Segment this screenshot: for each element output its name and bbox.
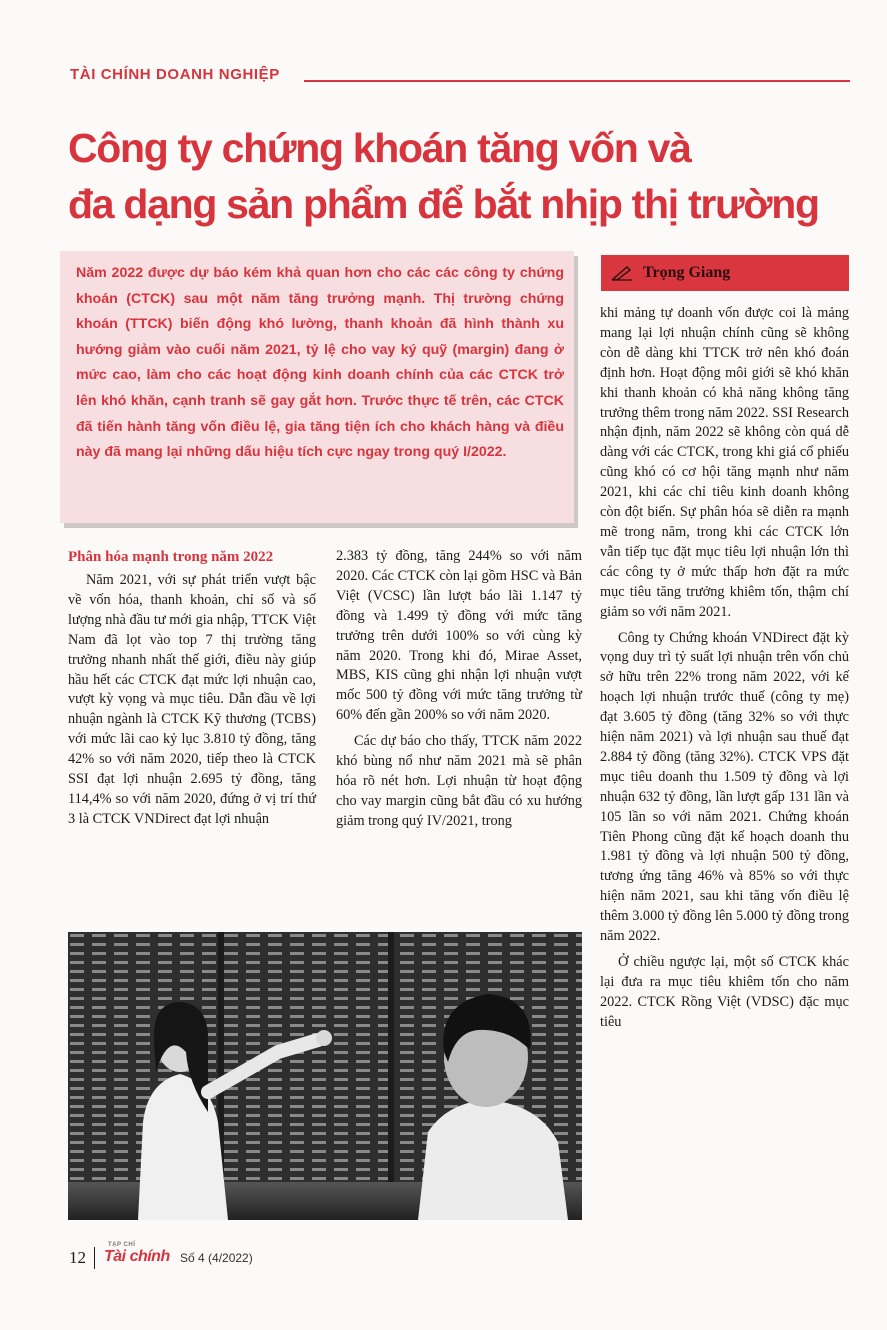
lead-text: Năm 2022 được dự báo kém khả quan hơn cho các các công ty chứng khoán (CTCK) sau một năm tăng trưởng mạnh. Thị trường chứng khoán (TTCK) biến động khó lường, thanh khoản đã hình thành xu hướng giảm vào cuối năm 2021, tỷ lệ cho vay ký quỹ (margin) đang ở mức cao, làm cho các hoạt động kinh doanh chính của các CTCK trở lên khó khăn, cạnh tranh sẽ gay gắt hơn. Trước thực tế trên, các CTCK đã tiến hành tăng vốn điều lệ, gia tăng tiện ích cho khách hàng và điều này đã mang lại những dấu hiệu tích cực ngay trong quý I/2022. [76, 265, 564, 461]
paragraph: 2.383 tỷ đồng, tăng 244% so với năm 2020. Các CTCK còn lại gồm HSC và Bản Việt (VCSC) lần lượt báo lãi 1.147 tỷ đồng và 1.499 tỷ đồng với mức tăng trưởng trên dưới 100% so với cùng kỳ năm 2020. Trong khi đó, Mirae Asset, MBS, KIS cũng ghi nhận lợi nhuận vượt mốc 500 tỷ đồng với mức tăng trưởng từ 60% đến gần 200% so với năm 2020. [336, 548, 582, 724]
footer-divider [94, 1247, 95, 1269]
magazine-logo [104, 1242, 170, 1266]
article-column-1 [68, 547, 316, 836]
paragraph: khi mảng tự doanh vốn được coi là mảng mang lại lợi nhuận chính cũng sẽ không còn dễ dàng khi TTCK trở nên khó đoán định hơn. Hoạt động môi giới sẽ khó khăn khi thanh khoản có khả năng không tăng trưởng thêm trong năm 2022. SSI Research nhận định, năm 2022 sẽ không còn quá dễ dàng với các CTCK, trong khi giá cổ phiếu cũng khó có cơ hội tăng mạnh như năm 2021, khi các chỉ tiêu kinh doanh không còn đột biến. Sự phân hóa sẽ diễn ra mạnh mẽ trong năm, trong khi các CTCK lớn vẫn tiếp tục đặt mục tiêu lợi nhuận lớn thì các công ty ở mức thấp hơn đặt ra mức mục tiêu tăng trưởng khiêm tốn, thậm chí giảm so với năm 2021. [600, 305, 849, 620]
magazine-kicker: TẠP CHÍ [108, 1242, 136, 1248]
article-column-3 [600, 304, 849, 1039]
section-label: TÀI CHÍNH DOANH NGHIỆP [70, 66, 280, 83]
stock-board-photo [68, 932, 582, 1220]
article-title-line-2: đa dạng sản phẩm để bắt nhịp thị trường [68, 181, 819, 227]
pen-icon [611, 265, 633, 281]
article-column-2 [336, 547, 582, 838]
lead-box [60, 251, 574, 523]
page-number: 12 [69, 1248, 86, 1267]
paragraph: Ở chiều ngược lại, một số CTCK khác lại đưa ra mục tiêu khiêm tốn cho năm 2022. CTCK Rồng Việt (VDSC) đặc mục tiêu [600, 954, 849, 1030]
article-photo [68, 932, 582, 1220]
paragraph: Công ty Chứng khoán VNDirect đặt kỳ vọng duy trì tỷ suất lợi nhuận trên vốn chủ sở hữu trên 22% trong năm 2022, với kế hoạch lợi nhuận trước thuế (công ty mẹ) đạt 3.605 tỷ đồng (tăng 32% so với thực hiện năm 2021) và lợi nhuận sau thuế đạt 2.884 tỷ đồng (tăng 32%). CTCK VPS đặt mục tiêu doanh thu 1.509 tỷ đồng và lợi nhuận 632 tỷ đồng, lần lượt gấp 131 lần và 105 lần so với năm 2021. Chứng khoán Tiên Phong cũng đặt kế hoạch doanh thu 1.981 tỷ đồng và lợi nhuận 500 tỷ đồng, tương ứng tăng 46% và 85% so với thực hiện năm 2021, sau khi tăng vốn điều lệ thêm 3.000 tỷ đồng lên 5.000 tỷ đồng trong năm 2022. [600, 629, 849, 945]
subheading: Phân hóa mạnh trong năm 2022 [68, 549, 274, 565]
author-name: Trọng Giang [643, 264, 731, 281]
section-divider [304, 80, 850, 82]
article-title [68, 120, 868, 232]
paragraph: Các dự báo cho thấy, TTCK năm 2022 khó bùng nổ như năm 2021 mà sẽ phân hóa rõ nét hơn. Lợi nhuận từ hoạt động cho vay margin cũng bắt đầu có xu hướng giảm trong quý IV/2021, trong [336, 733, 582, 829]
article-title-line-1: Công ty chứng khoán tăng vốn và [68, 125, 691, 171]
paragraph: Năm 2021, với sự phát triển vượt bậc về vốn hóa, thanh khoản, chỉ số và số lượng nhà đầu tư mới gia nhập, TTCK Việt Nam đã lọt vào top 7 thị trường tăng trưởng nhanh nhất thế giới, điều này giúp hầu hết các CTCK đạt mức lợi nhuận cao, vượt kỳ vọng và mục tiêu. Dẫn đầu về lợi nhuận ngành là CTCK Kỹ thương (TCBS) với mức lãi cao kỷ lục 3.810 tỷ đồng, tăng 42% so với năm 2020, tiếp theo là CTCK SSI đạt lợi nhuận 2.695 tỷ đồng, tăng 114,4% so với năm 2020, đứng ở vị trí thứ 3 là CTCK VNDirect đạt lợi nhuận [68, 572, 316, 827]
author-bar [601, 255, 849, 291]
magazine-name: Tài chính [104, 1248, 170, 1265]
issue-number: Số 4 (4/2022) [180, 1251, 253, 1265]
